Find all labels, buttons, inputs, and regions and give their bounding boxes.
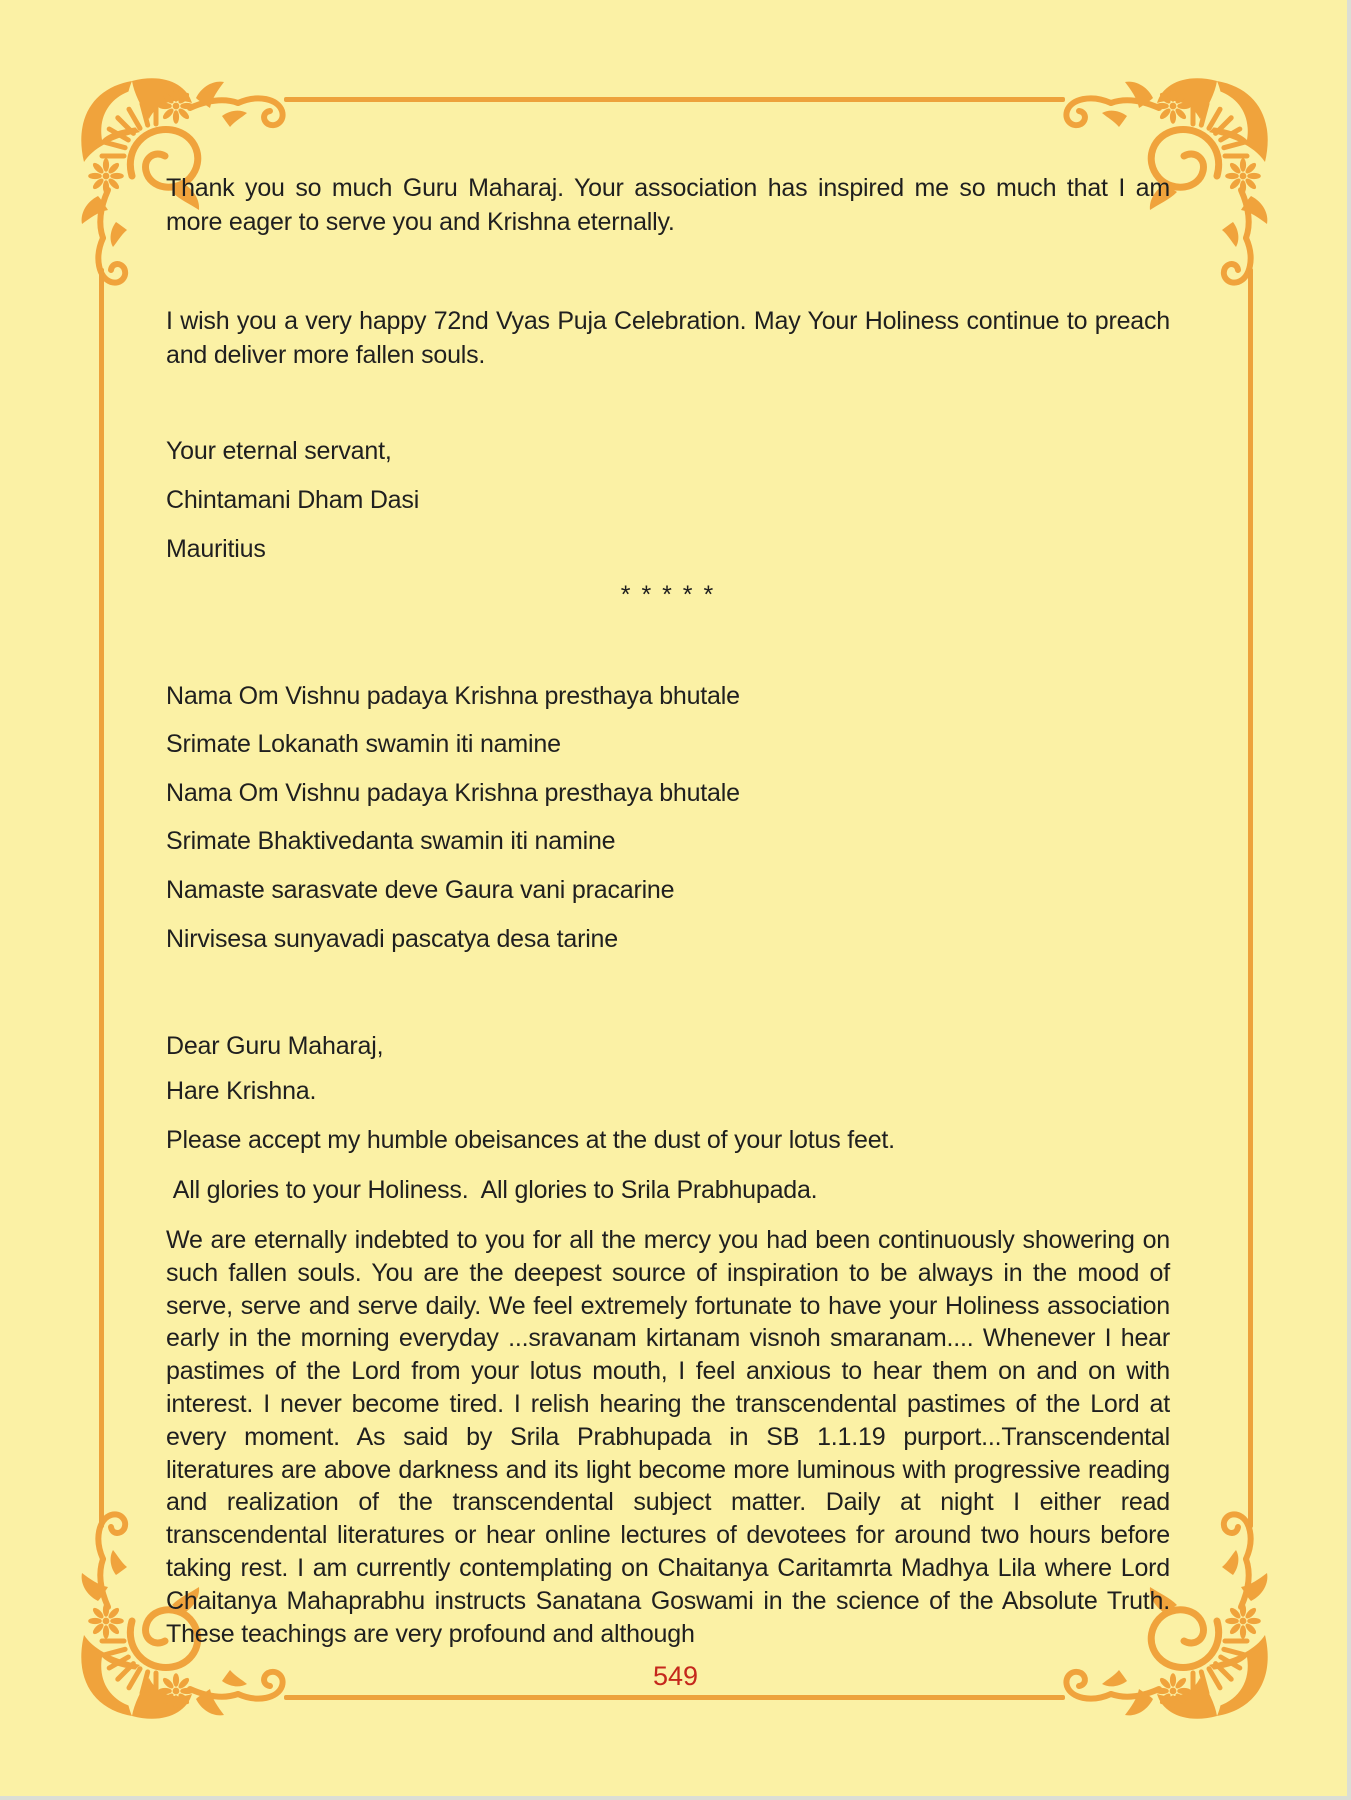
frame-right-line: [1248, 268, 1253, 1528]
page-edge-bottom: [0, 1796, 1351, 1800]
obeisances-line: Please accept my humble obeisances at the dust of your lotus feet.: [166, 1126, 895, 1154]
paragraph-gratitude: Thank you so much Guru Maharaj. Your association has inspired me so much that I am more eager to serve you and Krishna eternally.: [166, 174, 1170, 236]
verse-line: Nama Om Vishnu padaya Krishna presthaya bhutale: [166, 779, 740, 807]
signoff-name: Chintamani Dham Dasi: [166, 486, 420, 514]
separator-asterisks: * * * * *: [620, 581, 716, 609]
page-number: 549: [652, 1661, 699, 1691]
glories-line: All glories to your Holiness. All glories to Srila Prabhupada.: [166, 1176, 818, 1204]
frame-bottom-line: [284, 1695, 1065, 1700]
frame-top-line: [284, 97, 1065, 102]
verse-line: Namaste sarasvate deve Gaura vani pracarine: [166, 876, 675, 904]
frame-left-line: [99, 268, 104, 1528]
body-paragraph: We are eternally indebted to you for all the mercy you had been continuously showering on such fallen souls. You are the deepest source of inspiration to be always in the mood of serve, serve and serve daily. We feel extremely fortunate to have your Holiness association early in the morning everyday ...sravanam kirtanam visnoh smaranam.... Whenever I hear pastimes of the Lord from your lotus mouth, I feel anxious to hear them on and on with interest. I never become tired. I relish hearing the transcendental pastimes of the Lord at every moment. As said by Srila Prabhupada in SB 1.1.19 purport...Transcendental literatures are above darkness and its light become more luminous with progressive reading and realization of the transcendental subject matter. Daily at night I either read transcendental literatures or hear online lectures of devotees for around two hours before taking rest. I am currently contemplating on Chaitanya Caritamrta Madhya Lila where Lord Chaitanya Mahaprabhu instructs Sanatana Goswami in the science of the Absolute Truth. These teachings are very profound and although: [166, 1226, 1170, 1648]
signoff-line: Your eternal servant,: [166, 437, 392, 465]
paragraph-wishes: I wish you a very happy 72nd Vyas Puja Celebration. May Your Holiness continue to preach and deliver more fallen souls.: [166, 307, 1170, 369]
verse-line: Nirvisesa sunyavadi pascatya desa tarine: [166, 925, 618, 953]
verse-line: Srimate Bhaktivedanta swamin iti namine: [166, 827, 616, 855]
greeting-line: Hare Krishna.: [166, 1077, 317, 1105]
verse-line: Srimate Lokanath swamin iti namine: [166, 730, 561, 758]
signoff-location: Mauritius: [166, 535, 266, 563]
salutation: Dear Guru Maharaj,: [166, 1032, 384, 1060]
verse-line: Nama Om Vishnu padaya Krishna presthaya bhutale: [166, 682, 740, 710]
page-edge-right: [1347, 0, 1351, 1800]
